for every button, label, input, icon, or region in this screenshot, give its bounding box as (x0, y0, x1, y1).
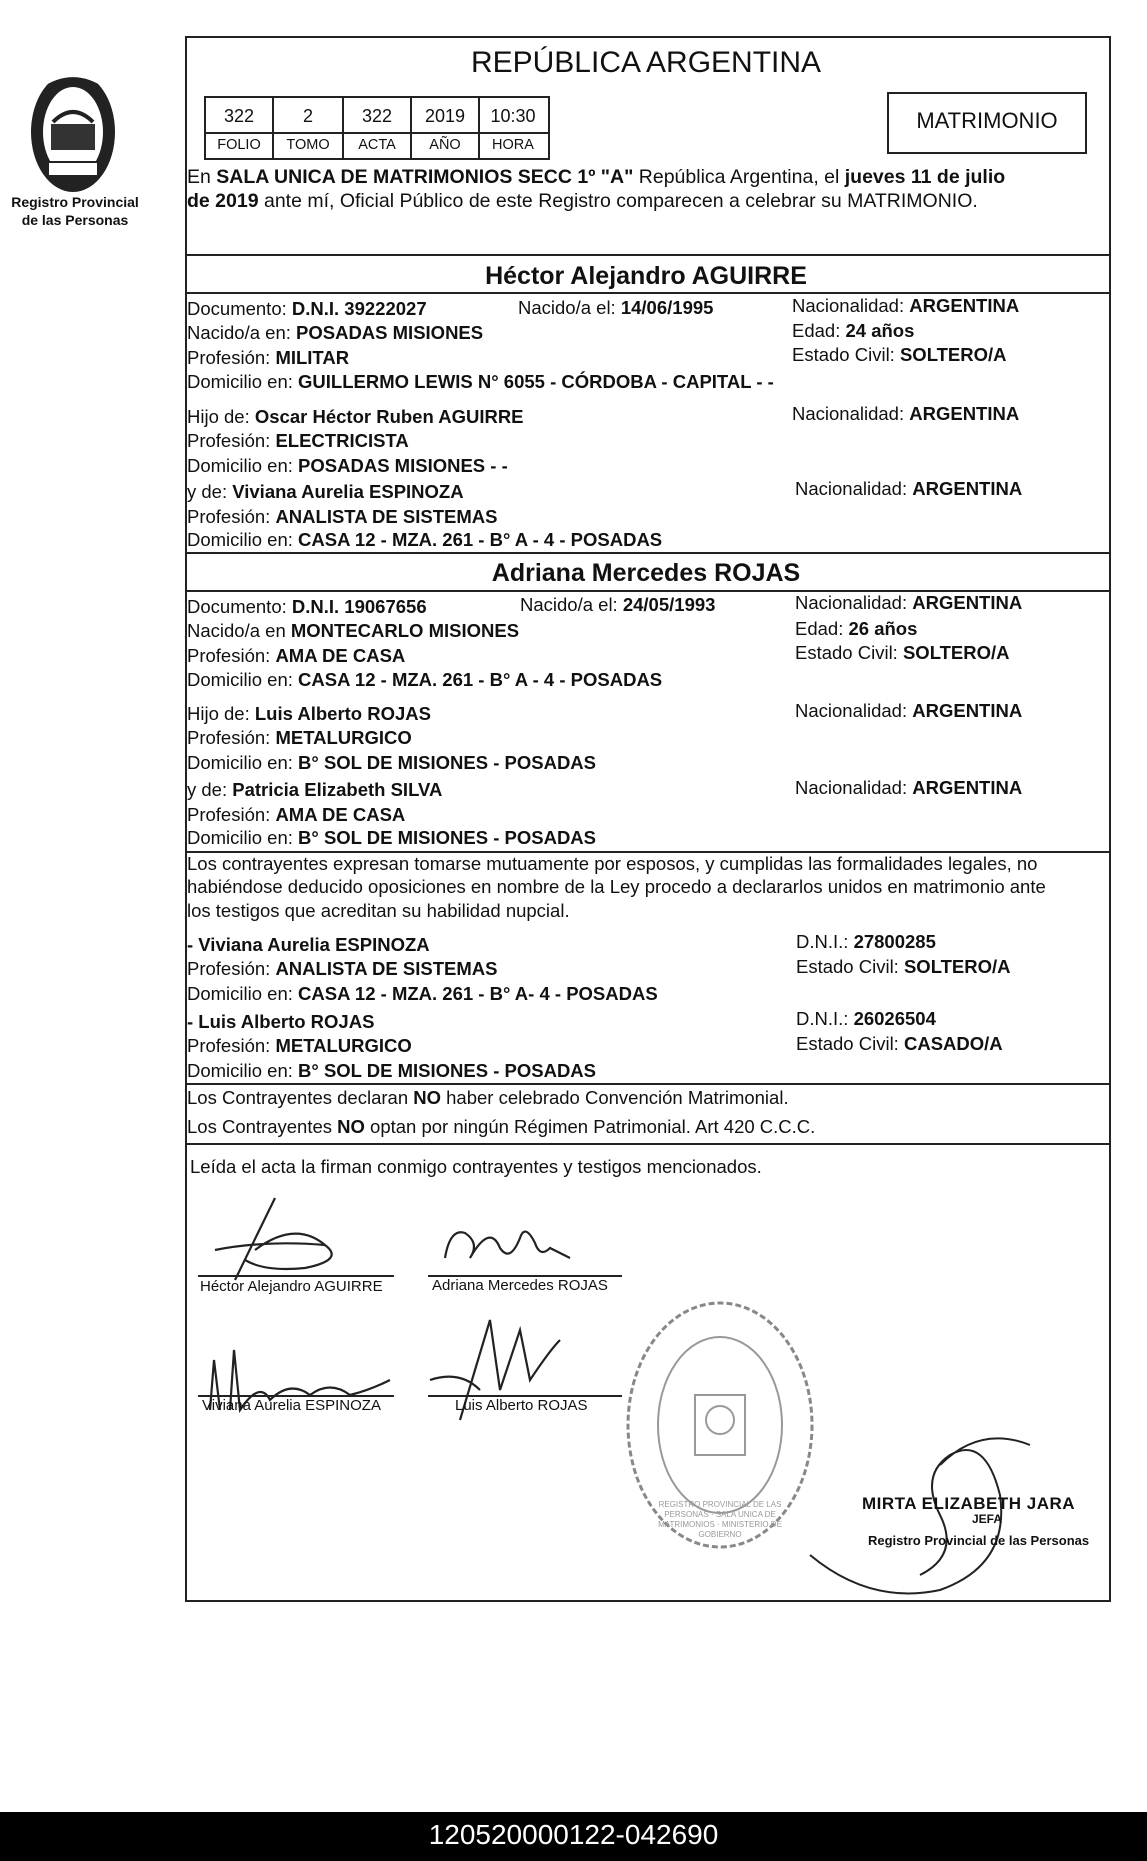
groom-address: Domicilio en: GUILLERMO LEWIS N° 6055 - CÓRDOBA - CAPITAL - - (187, 371, 774, 392)
groom-profession: Profesión: MILITAR (187, 347, 350, 368)
groom-birthplace: Nacido/a en: POSADAS MISIONES (187, 322, 484, 343)
record-type: MATRIMONIO (916, 108, 1058, 133)
bride-signature (440, 1218, 580, 1278)
acta-label: ACTA (358, 137, 396, 153)
bride-father: Hijo de: Luis Alberto ROJAS (187, 703, 431, 724)
official-role: JEFA (972, 1512, 1003, 1526)
hour-label: HORA (492, 137, 534, 153)
bride-age: Edad: 26 años (795, 618, 918, 639)
tomo-label: TOMO (286, 137, 330, 153)
witness-2-signature-label: Luis Alberto ROJAS (455, 1397, 588, 1414)
witness-1-signature-label: Viviana Aurelia ESPINOZA (202, 1397, 381, 1414)
year-value: 2019 (424, 106, 466, 126)
bride-profession: Profesión: AMA DE CASA (187, 645, 406, 666)
official-organization: Registro Provincial de las Personas (868, 1533, 1090, 1548)
signatures-intro: Leída el acta la firman conmigo contrayentes y testigos mencionados. (190, 1156, 762, 1177)
bride-address: Domicilio en: CASA 12 - MZA. 261 - B° A - 4 - POSADAS (187, 669, 663, 690)
bride-mother-profession: Profesión: AMA DE CASA (187, 804, 406, 825)
folio-value: 322 (223, 106, 255, 126)
groom-signature-label: Héctor Alejandro AGUIRRE (200, 1278, 383, 1295)
witness-1-profession: Profesión: ANALISTA DE SISTEMAS (187, 958, 498, 979)
province-seal-logo (18, 62, 128, 202)
groom-father-nationality: Nacionalidad: ARGENTINA (792, 403, 1020, 424)
bride-birthdate: Nacido/a el: 24/05/1993 (520, 594, 716, 615)
witness-2-profession: Profesión: METALURGICO (187, 1035, 412, 1056)
bride-mother: y de: Patricia Elizabeth SILVA (187, 779, 443, 800)
groom-father: Hijo de: Oscar Héctor Ruben AGUIRRE (187, 406, 524, 427)
stamp-text: REGISTRO PROVINCIAL DE LAS PERSONAS · SALA UNICA DE MATRIMONIOS · MINISTERIO DE GOBIERNO (658, 1500, 782, 1539)
bride-father-address: Domicilio en: B° SOL DE MISIONES - POSADAS (187, 752, 597, 773)
groom-father-address: Domicilio en: POSADAS MISIONES - - (187, 455, 508, 476)
groom-mother-profession: Profesión: ANALISTA DE SISTEMAS (187, 506, 498, 527)
groom-document: Documento: D.N.I. 39222027 (187, 298, 427, 319)
bride-document: Documento: D.N.I. 19067656 (187, 596, 427, 617)
tomo-value: 2 (302, 106, 313, 126)
declaration-line-3: los testigos que acreditan su habilidad nupcial. (187, 900, 570, 921)
patrimonial-regime-statement: Los Contrayentes NO optan por ningún Régimen Patrimonial. Art 420 C.C.C. (187, 1116, 816, 1137)
bride-mother-address: Domicilio en: B° SOL DE MISIONES - POSADAS (187, 827, 597, 848)
bride-signature-label: Adriana Mercedes ROJAS (432, 1277, 608, 1294)
bride-birthplace: Nacido/a en MONTECARLO MISIONES (187, 620, 520, 641)
witness-2-civil-status: Estado Civil: CASADO/A (796, 1033, 1003, 1054)
official-name: MIRTA ELIZABETH JARA (862, 1494, 1076, 1513)
witness-1-address: Domicilio en: CASA 12 - MZA. 261 - B° A- 4 - POSADAS (187, 983, 658, 1004)
folio-label: FOLIO (217, 137, 261, 153)
barcode-number: 120520000122-042690 (428, 1819, 719, 1850)
groom-mother-nationality: Nacionalidad: ARGENTINA (795, 478, 1023, 499)
witness-1-civil-status: Estado Civil: SOLTERO/A (796, 956, 1011, 977)
convention-statement: Los Contrayentes declaran NO haber celebrado Convención Matrimonial. (187, 1087, 789, 1108)
witness-1-dni: D.N.I.: 27800285 (796, 931, 936, 952)
witness-2-address: Domicilio en: B° SOL DE MISIONES - POSADAS (187, 1060, 597, 1081)
intro-line-1: En SALA UNICA DE MATRIMONIOS SECC 1º "A" República Argentina, el jueves 11 de julio (187, 166, 1006, 188)
registry-caption-1: Registro Provincial (11, 194, 139, 210)
groom-name: Héctor Alejandro AGUIRRE (485, 262, 807, 290)
intro-line-2: de 2019 ante mí, Oficial Público de este Registro comparecen a celebrar su MATRIMONIO. (187, 190, 978, 212)
groom-mother-address: Domicilio en: CASA 12 - MZA. 261 - B° A - 4 - POSADAS (187, 529, 663, 550)
groom-age: Edad: 24 años (792, 320, 915, 341)
acta-value: 322 (361, 106, 393, 126)
groom-mother: y de: Viviana Aurelia ESPINOZA (187, 481, 464, 502)
witness-1-name: - Viviana Aurelia ESPINOZA (187, 934, 430, 955)
groom-civil-status: Estado Civil: SOLTERO/A (792, 344, 1007, 365)
bride-civil-status: Estado Civil: SOLTERO/A (795, 642, 1010, 663)
bride-father-profession: Profesión: METALURGICO (187, 727, 412, 748)
groom-birthdate: Nacido/a el: 14/06/1995 (518, 297, 714, 318)
hour-value: 10:30 (490, 106, 536, 126)
bride-nationality: Nacionalidad: ARGENTINA (795, 592, 1023, 613)
groom-nationality: Nacionalidad: ARGENTINA (792, 295, 1020, 316)
page-title: REPÚBLICA ARGENTINA (470, 46, 822, 79)
declaration-line-2: habiéndose deducido oposiciones en nombre de la Ley procedo a declararlos unidos en matrimonio ante (187, 876, 1046, 897)
groom-father-profession: Profesión: ELECTRICISTA (187, 430, 409, 451)
bride-father-nationality: Nacionalidad: ARGENTINA (795, 700, 1023, 721)
witness-2-dni: D.N.I.: 26026504 (796, 1008, 936, 1029)
declaration-line-1: Los contrayentes expresan tomarse mutuamente por esposos, y cumplidas las formalidades legales, no (187, 853, 1038, 874)
year-label: AÑO (429, 137, 461, 153)
bride-mother-nationality: Nacionalidad: ARGENTINA (795, 777, 1023, 798)
witness-2-name: - Luis Alberto ROJAS (187, 1011, 375, 1032)
bride-name: Adriana Mercedes ROJAS (491, 559, 801, 587)
registry-caption-2: de las Personas (21, 212, 129, 228)
